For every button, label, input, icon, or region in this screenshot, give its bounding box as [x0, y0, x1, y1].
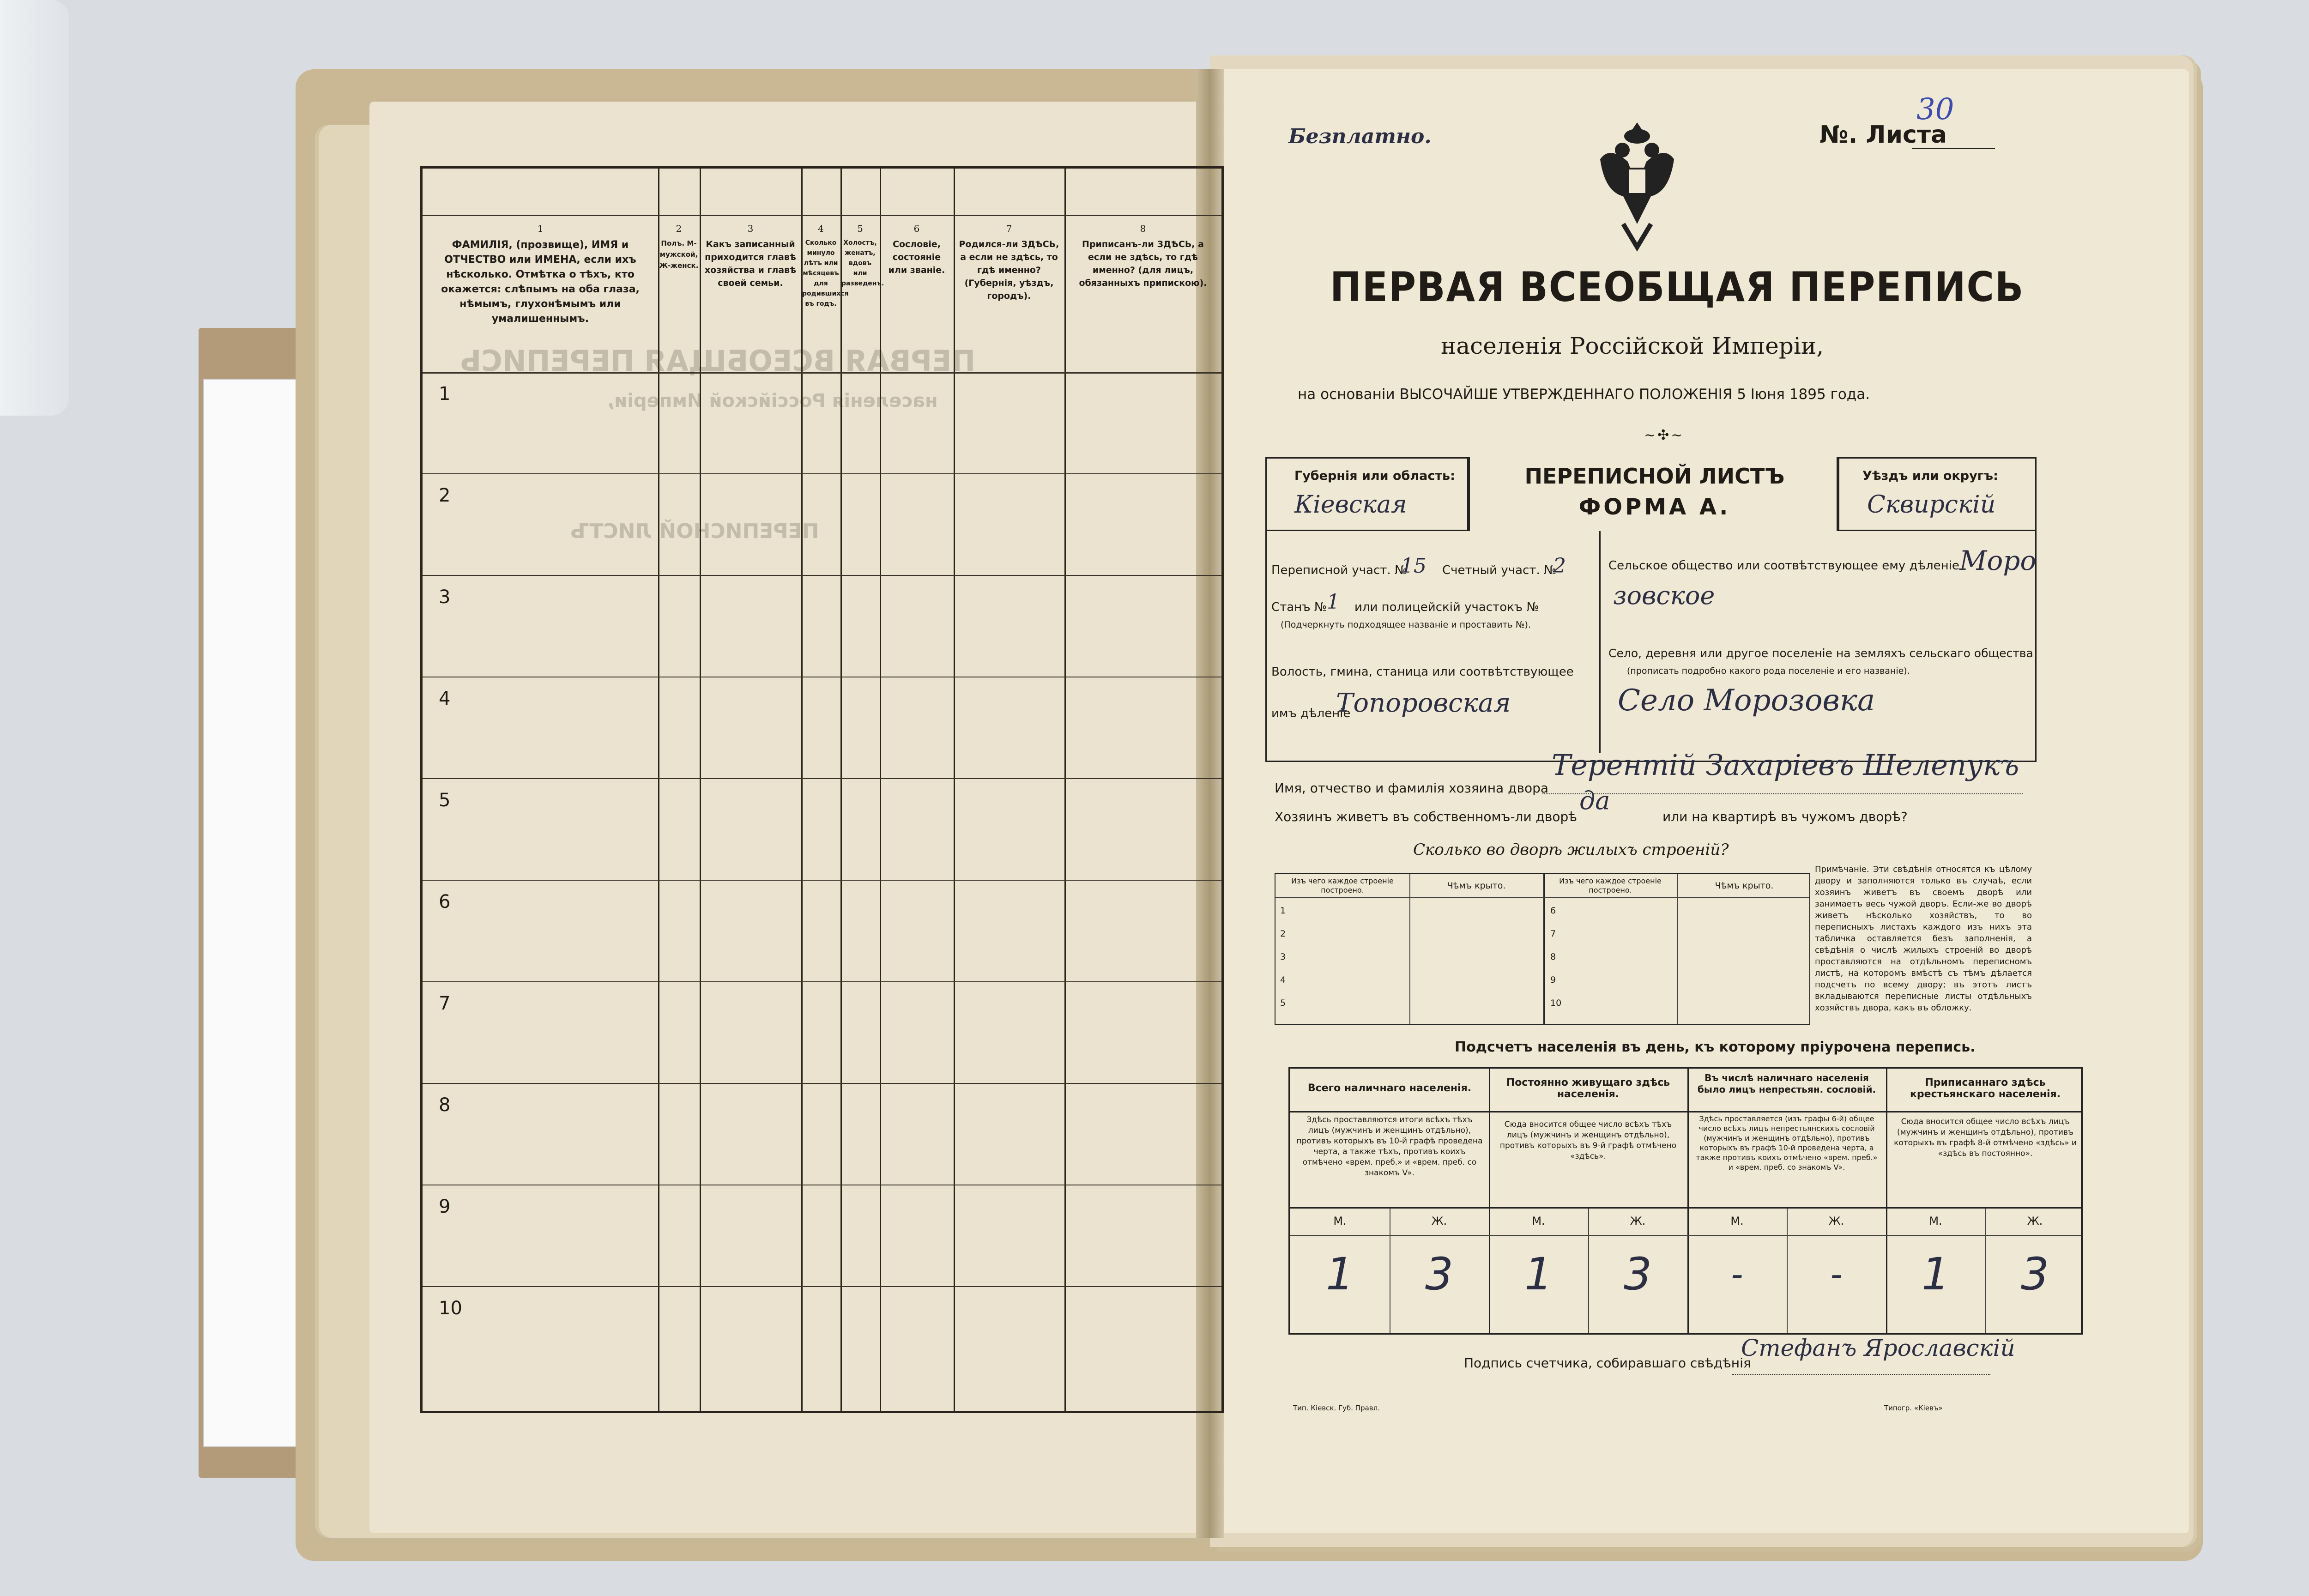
tally-header-present: Всего наличнаго населенія. [1307, 1082, 1472, 1094]
district-label: Уѣздъ или округъ: [1862, 469, 1998, 483]
tally-sub: Ж. [2027, 1215, 2043, 1227]
census-section-label: Переписной участ. № [1271, 563, 1407, 577]
row-number: 7 [439, 993, 451, 1014]
building-row-num: 10 [1550, 998, 1562, 1008]
province-label: Губернія или область: [1294, 469, 1455, 483]
buildings-label: Сколько во дворѣ жилыхъ строеній? [1413, 840, 1729, 859]
police-label: или полицейскій участокъ № [1354, 600, 1539, 614]
building-row-num: 7 [1550, 929, 1556, 939]
col-number-2: 2 [676, 223, 682, 234]
stan-label: Станъ № [1271, 600, 1327, 614]
tally-sub: Ж. [1828, 1215, 1844, 1227]
tally-desc-permanent: Сюда вносится общее число всѣхъ тѣхъ лицъ (мужчинъ и женщинъ отдѣльно), противъ которыхъ въ 9-й графѣ отмѣчено «здѣсь». [1499, 1120, 1677, 1161]
col-number-4: 4 [818, 223, 824, 234]
row-number: 10 [439, 1298, 462, 1319]
row-number: 4 [439, 688, 451, 709]
stan-value: 1 [1327, 590, 1340, 614]
form-subtitle: населенія Россійской Имперіи, [1441, 332, 1824, 359]
count-section-value: 2 [1553, 554, 1566, 578]
location-block [1265, 531, 2037, 762]
tally-sub: М. [1532, 1215, 1545, 1227]
col-header-sex: Полъ. М-мужской, Ж-женск. [659, 239, 699, 270]
form-basis: на основаніи ВЫСОЧАЙШЕ УТВЕРЖДЕННАГО ПОЛОЖЕНІЯ 5 Іюня 1895 года. [1298, 386, 1870, 403]
building-row-num: 5 [1280, 998, 1286, 1008]
tally-value: 3 [2020, 1248, 2049, 1300]
col-number-8: 8 [1140, 223, 1146, 234]
row-number: 2 [439, 485, 451, 506]
row-number: 9 [439, 1196, 451, 1217]
tally-sub: М. [1730, 1215, 1744, 1227]
buildings-col-roof: Чѣмъ крыто. [1447, 881, 1506, 891]
tally-header-nonpeasant: Въ числѣ наличнаго населенія было лицъ непрестьян. сословій. [1697, 1072, 1876, 1095]
col-header-name: ФАМИЛІЯ, (прозвище), ИМЯ и ОТЧЕСТВО или ИМЕНА, если ихъ нѣсколько. Отмѣтка о тѣхъ, кто окажется: слѣпымъ на оба глаза, нѣмымъ, глухонѣмымъ или умалишеннымъ. [441, 239, 640, 325]
tally-table [1288, 1067, 2083, 1335]
society-value-1: Моро [1959, 545, 2037, 576]
row-number: 8 [439, 1094, 451, 1116]
tally-title: Подсчетъ населенія въ день, къ которому пріурочена перепись. [1455, 1039, 1976, 1055]
province-value: Кіевская [1294, 491, 1407, 519]
row-number: 3 [439, 586, 451, 608]
form-name-line1: ПЕРЕПИСНОЙ ЛИСТЪ [1524, 464, 1785, 489]
tally-value: 3 [1425, 1248, 1454, 1300]
col-header-registered: Приписанъ-ли ЗДѢСЬ, а если не здѣсь, то гдѣ именно? (для лицъ, обязанныхъ припискою). [1079, 239, 1207, 288]
buildings-col-material: Изъ чего каждое строеніе построено. [1291, 877, 1394, 895]
showthrough-title: ПЕРВАЯ ВСЕОБЩАЯ ПЕРЕПИСЬ [459, 344, 976, 378]
tally-desc-present: Здѣсь проставляются итоги всѣхъ тѣхъ лицъ (мужчинъ и женщинъ отдѣльно), противъ которыхъ въ 10-й графѣ проведена черта, а также тѣхъ, противъ коихъ отмѣчено «врем. преб.» и «врем. преб. со знакомъ V». [1296, 1115, 1483, 1178]
lives-label: Хозяинъ живетъ въ собственномъ-ли дворѣ [1275, 809, 1578, 824]
form-name-line2: ФОРМА А. [1578, 494, 1731, 520]
tally-header-peasant: Приписаннаго здѣсь крестьянскаго населенія. [1910, 1077, 2061, 1100]
district-value: Сквирскій [1867, 491, 1996, 519]
lives-value: да [1579, 786, 1610, 815]
buildings-table [1275, 873, 1810, 1025]
tally-header-permanent: Постоянно живущаго здѣсь населенія. [1506, 1077, 1670, 1100]
tally-value: - [1731, 1255, 1743, 1294]
showthrough-subtitle: населенія Россійской Имперіи, [607, 390, 938, 411]
white-cloth [0, 0, 69, 416]
building-row-num: 4 [1280, 975, 1286, 985]
col-number-6: 6 [913, 223, 920, 234]
col-number-1: 1 [537, 223, 544, 234]
person-table [420, 166, 1224, 1413]
col-number-3: 3 [747, 223, 754, 234]
col-header-estate: Сословіе, состояніе или званіе. [888, 239, 945, 275]
owner-value: Терентій Захаріевъ Шелепукъ [1552, 748, 2019, 782]
tally-value: 1 [1325, 1248, 1354, 1300]
tally-sub: М. [1333, 1215, 1347, 1227]
sheet-number-value: 30 [1916, 92, 1954, 127]
col-header-relation: Какъ записанный приходится главѣ хозяйства и главѣ своей семьи. [704, 239, 797, 288]
row-number: 6 [439, 891, 451, 913]
lives-label-2: или на квартирѣ въ чужомъ дворѣ? [1662, 809, 1908, 824]
building-row-num: 6 [1550, 906, 1556, 916]
tally-value: 1 [1524, 1248, 1553, 1300]
village-label: Село, деревня или другое поселеніе на земляхъ сельскаго общества [1608, 647, 2033, 660]
tally-desc-peasant: Сюда вносится общее число всѣхъ лицъ (мужчинъ и женщинъ отдѣльно), противъ которыхъ въ графѣ 8-й отмѣчено «здѣсь» и «здѣсь въ постоянно». [1894, 1117, 2077, 1158]
tally-value: 1 [1921, 1248, 1950, 1300]
stan-note: (Подчеркнуть подходящее названіе и проставить №). [1281, 620, 1531, 630]
free-label: Безплатно. [1288, 125, 1432, 148]
count-section-label: Счетный участ. № [1442, 563, 1557, 577]
village-note: (прописать подробно какого рода поселеніе и его названіе). [1627, 666, 1910, 676]
building-row-num: 8 [1550, 952, 1556, 962]
building-row-num: 2 [1280, 929, 1286, 939]
district-box [1838, 457, 2037, 531]
volost-label: Волость, гмина, станица или соотвѣтствующее [1271, 665, 1574, 679]
col-number-7: 7 [1006, 223, 1012, 234]
signature-value: Стефанъ Ярославскій [1741, 1335, 2015, 1361]
buildings-col-roof-2: Чѣмъ крыто. [1715, 881, 1774, 891]
village-value: Село Морозовка [1618, 683, 1875, 718]
col-header-birthplace: Родился-ли ЗДѢСЬ, а если не здѣсь, то гдѣ именно? (Губернія, уѣздъ, городъ). [959, 239, 1059, 301]
tally-sub: М. [1929, 1215, 1942, 1227]
printer-left: Тип. Кіевск. Губ. Правл. [1293, 1404, 1380, 1412]
form-name-box [1469, 457, 1838, 531]
signature-label: Подпись счетчика, собиравшаго свѣдѣнія [1464, 1355, 1751, 1371]
row-number: 1 [439, 383, 451, 405]
tally-desc-nonpeasant: Здѣсь проставляется (изъ графы 6-й) общее число всѣхъ лицъ непрестьянскихъ сословій (мужчинъ и женщинъ отдѣльно), противъ которыхъ въ графѣ 10-й проведена черта, а также противъ коихъ отмѣчено «врем. преб.» и «врем. преб. со знакомъ V». [1696, 1114, 1878, 1172]
showthrough-form: ПЕРЕПИСНОЙ ЛИСТЪ [570, 520, 819, 543]
society-label: Сельское общество или соотвѣтствующее ему дѣленіе [1608, 559, 1959, 573]
tally-sub: Ж. [1431, 1215, 1447, 1227]
building-row-num: 1 [1280, 906, 1286, 916]
imperial-eagle-icon [1591, 118, 1683, 256]
ornament: ~✣~ [1644, 427, 1685, 443]
col-header-age: Сколько минуло лѣтъ или мѣсяцевъ для родившихся въ годъ. [802, 239, 849, 308]
col-header-marital: Холостъ, женатъ, вдовъ или разведенъ. [841, 239, 884, 287]
printer-right: Типогр. «Кіевъ» [1884, 1404, 1943, 1412]
tally-value: - [1830, 1255, 1843, 1294]
buildings-note: Примѣчаніе. Эти свѣдѣнія относятся къ цѣлому двору и заполняются только въ случаѣ, если хозяинъ живетъ въ своемъ дворѣ или занимаетъ весь чужой дворъ. Если-же во дворѣ живетъ нѣсколько хозяйствъ, то во переписныхъ листахъ каждого изъ нихъ эта табличка оставляется безъ заполненія, а свѣдѣнія о числѣ жилыхъ строеній во дворѣ проставляются на отдѣльномъ переписномъ листѣ, на которомъ вмѣстѣ съ тѣмъ дѣлается подсчетъ по всему двору; въ этотъ листъ вкладываются переписные листы отдѣльныхъ хозяйствъ двора, какъ въ обложку. [1815, 864, 2032, 1013]
sheet-number-label: №. Листа [1819, 121, 1947, 149]
form-title: ПЕРВАЯ ВСЕОБЩАЯ ПЕРЕПИСЬ [1330, 263, 2025, 311]
row-number: 5 [439, 790, 451, 811]
volost-value: Топоровская [1336, 688, 1511, 718]
buildings-col-material-2: Изъ чего каждое строеніе построено. [1559, 877, 1662, 895]
society-value-2: зовское [1613, 581, 1715, 610]
province-box [1265, 457, 1469, 531]
volost-label-2: имъ дѣленіе [1271, 707, 1351, 720]
tally-sub: Ж. [1630, 1215, 1646, 1227]
census-section-value: 15 [1401, 554, 1427, 578]
tally-value: 3 [1623, 1248, 1652, 1300]
col-number-5: 5 [857, 223, 863, 234]
building-row-num: 9 [1550, 975, 1556, 985]
building-row-num: 3 [1280, 952, 1286, 962]
owner-label: Имя, отчество и фамилія хозяина двора [1275, 780, 1549, 796]
